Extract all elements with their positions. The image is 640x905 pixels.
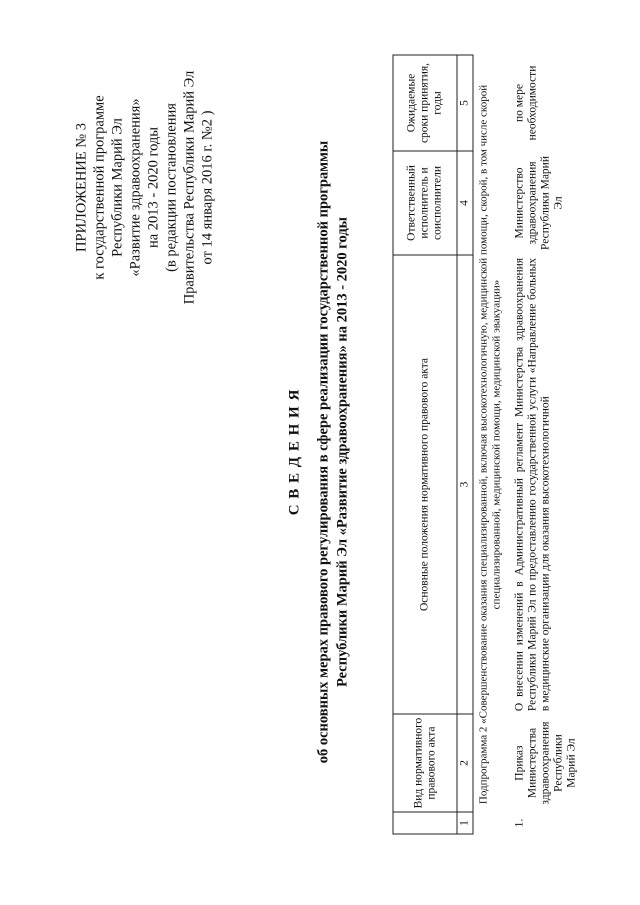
act-executor: Министерство здравоохранения Республики Марий Эл (513, 156, 565, 250)
appendix-line: от 14 января 2016 г. №2 ) (199, 110, 216, 265)
header-cell: Вид нормативного правового акта (393, 714, 457, 812)
subtitle-line-2: Республики Марий Эл «Развитие здравоохранения» на 2013 - 2020 годы (334, 217, 351, 687)
act-type: Приказ Министерства здравоохранения Республики Марий Эл (513, 721, 578, 805)
subtitle-line-1: об основных мерах правового регулирования в сфере реализации государственной программы (315, 140, 332, 764)
header-cell: Основные положения нормативного правового акта (393, 255, 457, 714)
appendix-line: Правительства Республики Марий Эл (181, 70, 198, 305)
appendix-line: на 2013 - 2020 годы (145, 126, 162, 249)
appendix-line: к государственной программе (91, 95, 108, 280)
header-cell (393, 812, 457, 834)
header-cell: Ответственный исполнитель и соисполнители (393, 151, 457, 255)
column-number: 1 (457, 812, 473, 834)
appendix-line: «Развитие здравоохранения» (127, 98, 144, 277)
appendix-line: ПРИЛОЖЕНИЕ № 3 (73, 123, 90, 252)
header-row (393, 55, 457, 834)
appendix-block (73, 63, 217, 313)
document-title: С В Е Д Е Н И Я (286, 388, 303, 516)
column-number: 4 (457, 151, 473, 255)
column-number-row (457, 55, 473, 834)
subprogram-row (473, 55, 508, 834)
appendix-line: (в редакции постановления (163, 103, 180, 272)
table-row (508, 55, 580, 834)
measures-table (393, 55, 580, 835)
row-number: 1. (513, 818, 526, 828)
appendix-line: Республики Марий Эл (109, 118, 126, 257)
act-term: по мере необходимости (513, 65, 539, 141)
column-number: 3 (457, 255, 473, 714)
column-number: 2 (457, 714, 473, 812)
act-content: О внесении изменений в Административный регламент Министерства здравоохранения Республики Марий Эл по предоставлению государственной услуги «Направление больных в медицинские организации для оказания высокотехнологичной (513, 257, 552, 712)
header-cell: Ожидаемые сроки принятия, годы (393, 55, 457, 151)
document-subtitle (315, 0, 353, 905)
subprogram-title: Подпрограмма 2 «Совершенствование оказания специализированной, включая высокотехнологичную, медицинской помощи, скорой, в том числе скорой специализированной, медицинской помощи, медицинской эвакуации» (477, 84, 503, 805)
column-number: 5 (457, 55, 473, 151)
rotated-page (1, 0, 640, 905)
